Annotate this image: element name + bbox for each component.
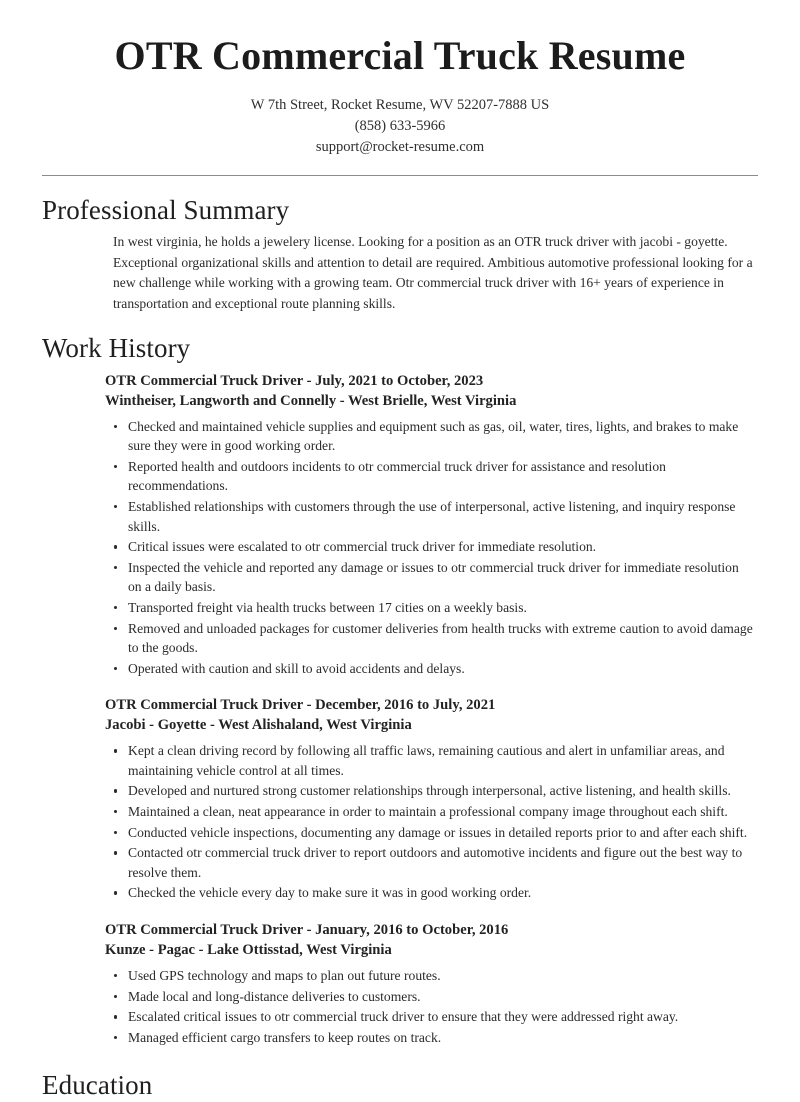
list-item: Checked and maintained vehicle supplies and equipment such as gas, oil, water, tires, lights, and brakes to make sure they were in good working order. bbox=[105, 417, 755, 456]
section-work-history bbox=[0, 332, 800, 1047]
section-education bbox=[0, 1069, 800, 1101]
list-item: Made local and long-distance deliveries to customers. bbox=[105, 987, 755, 1007]
job-bullet-list bbox=[105, 741, 755, 903]
list-item: Inspected the vehicle and reported any damage or issues to otr commercial truck driver for immediate resolution on a daily basis. bbox=[105, 558, 755, 597]
page-title: OTR Commercial Truck Resume bbox=[114, 33, 686, 78]
list-item: Operated with caution and skill to avoid accidents and delays. bbox=[105, 659, 755, 679]
job-company: Wintheiser, Langworth and Connelly - West Brielle, West Virginia bbox=[105, 392, 517, 409]
list-item: Transported freight via health trucks between 17 cities on a weekly basis. bbox=[105, 598, 755, 618]
section-professional-summary bbox=[0, 194, 800, 314]
list-item: Established relationships with customers through the use of interpersonal, active listening, and inquiry response skills. bbox=[105, 497, 755, 536]
summary-body bbox=[42, 232, 758, 314]
list-item: Escalated critical issues to otr commercial truck driver to ensure that they were addressed right away. bbox=[105, 1007, 755, 1027]
list-item: Checked the vehicle every day to make sure it was in good working order. bbox=[105, 883, 755, 903]
work-history-entry bbox=[42, 371, 758, 679]
section-heading-work-history: Work History bbox=[42, 333, 191, 364]
section-heading-education: Education bbox=[42, 1070, 153, 1101]
list-item: Removed and unloaded packages for customer deliveries from health trucks with extreme caution to avoid damage to the goods. bbox=[105, 619, 755, 658]
list-item: Reported health and outdoors incidents to otr commercial truck driver for assistance and resolution recommendations. bbox=[105, 457, 755, 496]
section-heading-summary: Professional Summary bbox=[42, 194, 290, 225]
header-divider bbox=[42, 175, 758, 176]
job-title: OTR Commercial Truck Driver - July, 2021 to October, 2023 bbox=[105, 372, 484, 389]
list-item: Used GPS technology and maps to plan out future routes. bbox=[105, 966, 755, 986]
list-item: Contacted otr commercial truck driver to report outdoors and automotive incidents and figure out the best way to resolve them. bbox=[105, 843, 755, 882]
contact-phone: (858) 633-5966 bbox=[354, 117, 446, 134]
job-bullet-list bbox=[105, 417, 755, 679]
contact-email: support@rocket-resume.com bbox=[315, 138, 485, 155]
job-company: Jacobi - Goyette - West Alishaland, West Virginia bbox=[105, 717, 412, 734]
job-title: OTR Commercial Truck Driver - December, 2016 to July, 2021 bbox=[105, 697, 496, 714]
list-item: Kept a clean driving record by following all traffic laws, remaining cautious and alert in unfamiliar areas, and maintaining vehicle control at all times. bbox=[105, 741, 755, 780]
summary-text: In west virginia, he holds a jewelery license. Looking for a position as an OTR truck driver with jacobi - goyette. Exceptional organizational skills and attention to detail are required. Ambitious automotive professional looking for a new challenge while working with a growing team. Otr commercial truck driver with 16+ years of experience in transportation and exceptional route planning skills. bbox=[113, 234, 753, 311]
list-item: Critical issues were escalated to otr commercial truck driver for immediate resolution. bbox=[105, 537, 755, 557]
list-item: Maintained a clean, neat appearance in order to maintain a professional company image throughout each shift. bbox=[105, 802, 755, 822]
list-item: Developed and nurtured strong customer relationships through interpersonal, active listening, and health skills. bbox=[105, 781, 755, 801]
list-item: Managed efficient cargo transfers to keep routes on track. bbox=[105, 1028, 755, 1048]
contact-address: W 7th Street, Rocket Resume, WV 52207-7888 US bbox=[250, 96, 550, 113]
resume-header bbox=[0, 0, 800, 158]
job-bullet-list bbox=[105, 966, 755, 1047]
work-history-entry bbox=[42, 920, 758, 1047]
work-history-entry bbox=[42, 695, 758, 903]
job-company: Kunze - Pagac - Lake Ottisstad, West Virginia bbox=[105, 942, 392, 959]
job-title: OTR Commercial Truck Driver - January, 2016 to October, 2016 bbox=[105, 922, 509, 939]
list-item: Conducted vehicle inspections, documenting any damage or issues in detailed reports prior to and after each shift. bbox=[105, 823, 755, 843]
